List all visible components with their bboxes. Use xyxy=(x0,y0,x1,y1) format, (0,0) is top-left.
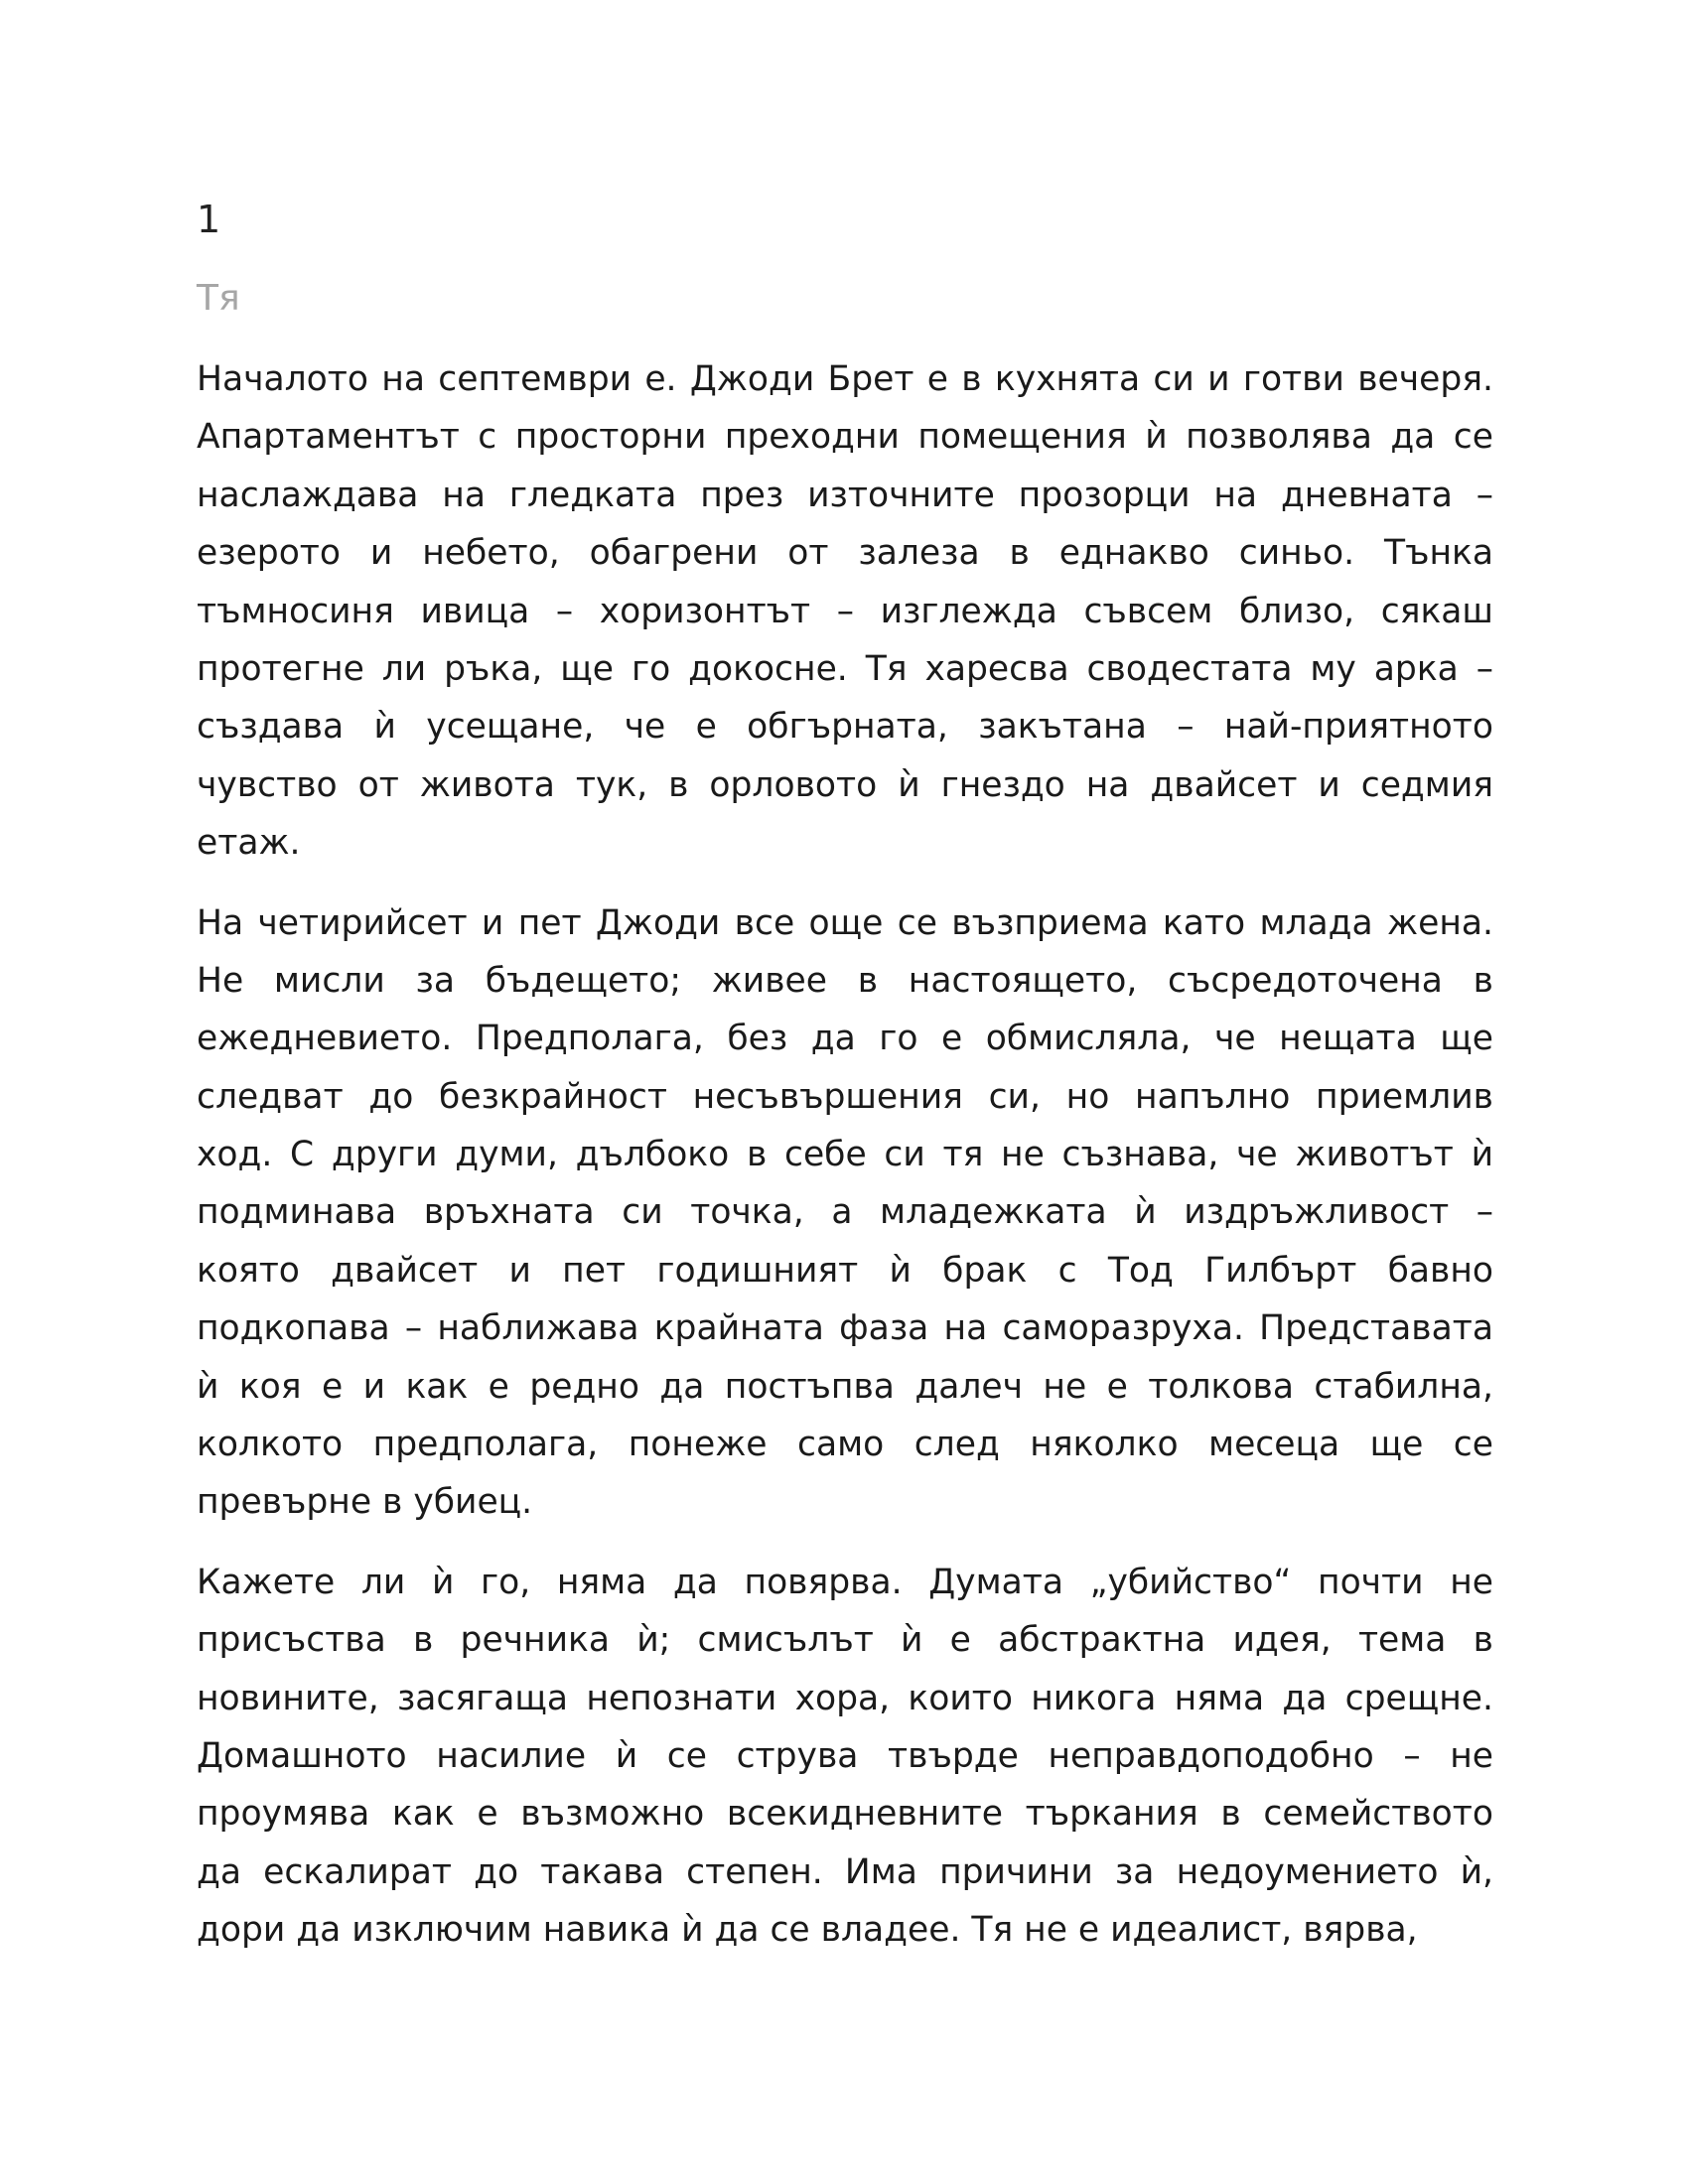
text-line: колкото предполага, понеже само след няколко месеца ще се xyxy=(197,1425,1493,1465)
text-line: новините, засягаща непознати хора, които никога няма да срещне. xyxy=(197,1678,1493,1718)
paragraph xyxy=(197,894,1493,1532)
text-line: която двайсет и пет годишният ѝ брак с Тод Гилбърт бавно xyxy=(197,1250,1493,1291)
text-line: да ескалират до такава степен. Има причини за недоумението ѝ, xyxy=(197,1851,1493,1892)
chapter-title: Тя xyxy=(197,278,240,319)
paragraph xyxy=(197,350,1493,873)
chapter-number: 1 xyxy=(197,198,221,241)
text-line: Началото на септември е. Джоди Брет е в кухнята си и готви вечеря. xyxy=(197,359,1493,399)
text-line: присъства в речника ѝ; смисълът ѝ е абстрактна идея, тема в xyxy=(197,1620,1493,1661)
text-line: създава ѝ усещане, че е обгърната, закътана – най-приятното xyxy=(197,707,1493,748)
text-line: тъмносиня ивица – хоризонтът – изглежда съвсем близо, сякаш xyxy=(197,591,1493,631)
text-line: дори да изключим навика ѝ да се владее. Тя не е идеалист, вярва, xyxy=(197,1910,1418,1951)
text-line: проумява как е възможно всекидневните търкания в семейството xyxy=(197,1794,1493,1835)
text-line: ход. С други думи, дълбоко в себе си тя не съзнава, че животът ѝ xyxy=(197,1135,1493,1175)
text-line: чувство от живота тук, в орловото ѝ гнездо на двайсет и седмия xyxy=(197,764,1493,805)
paragraph xyxy=(197,1554,1493,1960)
text-line: следват до безкрайност несъвършения си, но напълно приемлив xyxy=(197,1076,1493,1117)
text-line: наслаждава на гледката през източните прозорци на дневната – xyxy=(197,475,1493,515)
text-line: ѝ коя е и как е редно да постъпва далеч не е толкова стабилна, xyxy=(197,1366,1493,1407)
text-line: ежедневието. Предполага, без да го е обмисляла, че нещата ще xyxy=(197,1019,1493,1059)
text-line: подкопава – наближава крайната фаза на саморазруха. Представата xyxy=(197,1308,1493,1349)
chapter-body xyxy=(197,350,1493,1981)
text-line: езерото и небето, обагрени от залеза в еднакво синьо. Тънка xyxy=(197,533,1493,574)
text-line: подминава връхната си точка, а младежката ѝ издръжливост – xyxy=(197,1192,1493,1233)
text-line: На четирийсет и пет Джоди все още се възприема като млада жена. xyxy=(197,902,1493,943)
text-line: Кажете ли ѝ го, няма да повярва. Думата „убийство“ почти не xyxy=(197,1562,1493,1602)
text-line: етаж. xyxy=(197,823,301,864)
text-line: Апартаментът с просторни преходни помещения ѝ позволява да се xyxy=(197,417,1493,458)
text-line: Домашното насилие ѝ се струва твърде неправдоподобно – не xyxy=(197,1735,1493,1776)
text-line: Не мисли за бъдещето; живее в настоящето, съсредоточена в xyxy=(197,960,1493,1001)
text-line: протегне ли ръка, ще го докосне. Тя харесва сводестата му арка – xyxy=(197,648,1493,689)
text-line: превърне в убиец. xyxy=(197,1482,533,1523)
